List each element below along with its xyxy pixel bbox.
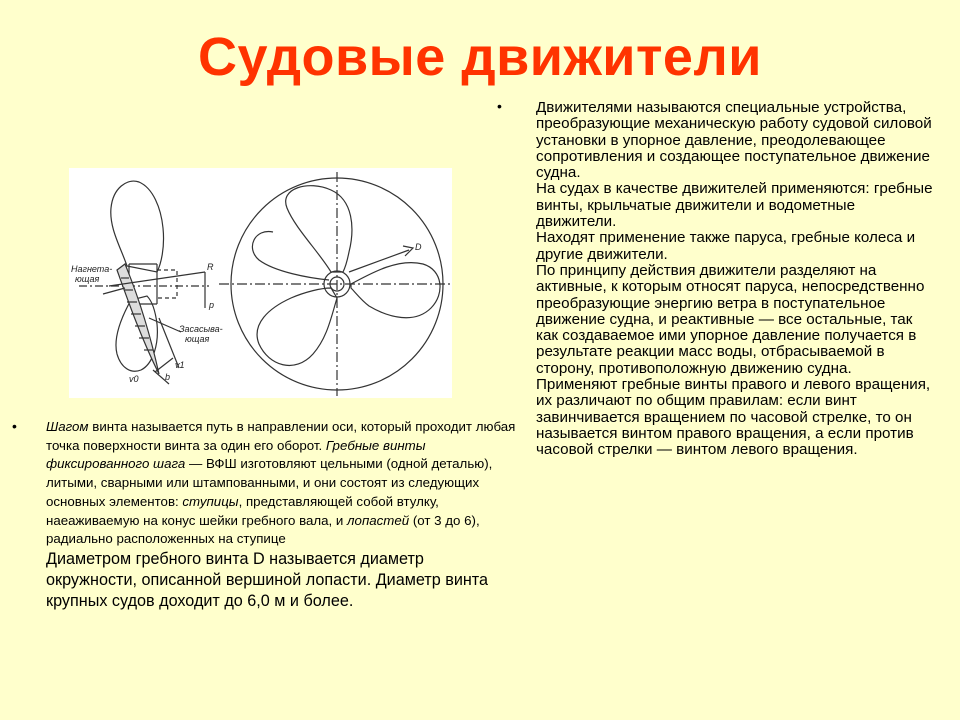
text-blades: (от 3 до 6), радиально расположенных на ступице bbox=[46, 512, 480, 547]
text-pitch: винта называется путь в направлении оси, который проходит любая точка поверхности винта за один его оборот. bbox=[46, 419, 516, 453]
blade-front-right bbox=[351, 263, 440, 318]
propeller-drawing bbox=[69, 168, 452, 398]
label-nagnetayushchaya-1: Нагнета- bbox=[71, 264, 113, 274]
slide-title: Судовые движители bbox=[198, 27, 762, 87]
diameter-text: Диаметром гребного винта D называется диаметр окружности, описанной вершиной лопасти. Диаметр винта крупных судов доходит до 6,0 м и более. bbox=[46, 549, 489, 610]
label-zasasyvayushchaya-2: ющая bbox=[185, 334, 210, 344]
label-zasasyvayushchaya-1: Засасыва- bbox=[179, 324, 223, 334]
label-R: R bbox=[207, 262, 214, 272]
right-paragraph: Применяют гребные винты правого и левого вращения, их различают по общим правилам: если винт завинчивается вращением по часовой стрелке, то он называется винтом правого вращения, а если против часовой стрелки — винтом левого вращения. bbox=[536, 376, 931, 459]
label-v1: v1 bbox=[175, 360, 185, 370]
label-nagnetayushchaya-2: ющая bbox=[75, 274, 100, 284]
blade-side-upper bbox=[111, 181, 164, 272]
right-paragraph: По принципу действия движители разделяют на активные, к которым относят паруса, непосредственно преобразующие энергию ветра в поступательное движение судна, и реактивные — все остальные, так как создаваемое ими упорное давление получается в результате реакции масс воды, отбрасываемой в сторону, противоположную движению судна. bbox=[536, 261, 925, 377]
term-fixed-pitch: Гребные винты фиксированного шага bbox=[46, 437, 426, 472]
term-pitch: Шагом bbox=[46, 419, 89, 434]
right-text-block bbox=[536, 100, 936, 459]
text-hub: , представляющей собой втулку, наеаживаемую на конус шейки гребного вала, и bbox=[46, 493, 439, 528]
bullet-right: • bbox=[497, 98, 502, 114]
blade-front-bottom bbox=[257, 288, 337, 365]
right-paragraph: На судах в качестве движителей применяются: гребные винты, крыльчатые движители и водометные движители. bbox=[536, 180, 933, 231]
bullet-left: • bbox=[12, 418, 17, 434]
right-paragraph: Находят применение также паруса, гребные колеса и другие движители. bbox=[536, 229, 916, 263]
label-p: p bbox=[209, 300, 215, 310]
term-blades: лопастей bbox=[347, 512, 410, 528]
text-fixed-pitch: — ВФШ изготовляют цельными (одной деталью), литыми, сварными или штампованными, и они состоят из следующих основных элементов: bbox=[46, 456, 493, 509]
label-v0: v0 bbox=[129, 374, 139, 384]
propeller-figure bbox=[69, 168, 452, 398]
right-paragraph: Движителями называются специальные устройства, преобразующие механическую работу судовой силовой установки в упорное давление, преодолевающее сопротивления и создающее поступательное движение судна. bbox=[536, 99, 932, 182]
left-small-text bbox=[46, 418, 516, 549]
left-text-block bbox=[46, 418, 516, 612]
term-hub: ступицы bbox=[182, 493, 239, 509]
label-b: b bbox=[165, 372, 171, 382]
label-D: D bbox=[415, 242, 422, 252]
blade-front-top bbox=[286, 186, 352, 272]
